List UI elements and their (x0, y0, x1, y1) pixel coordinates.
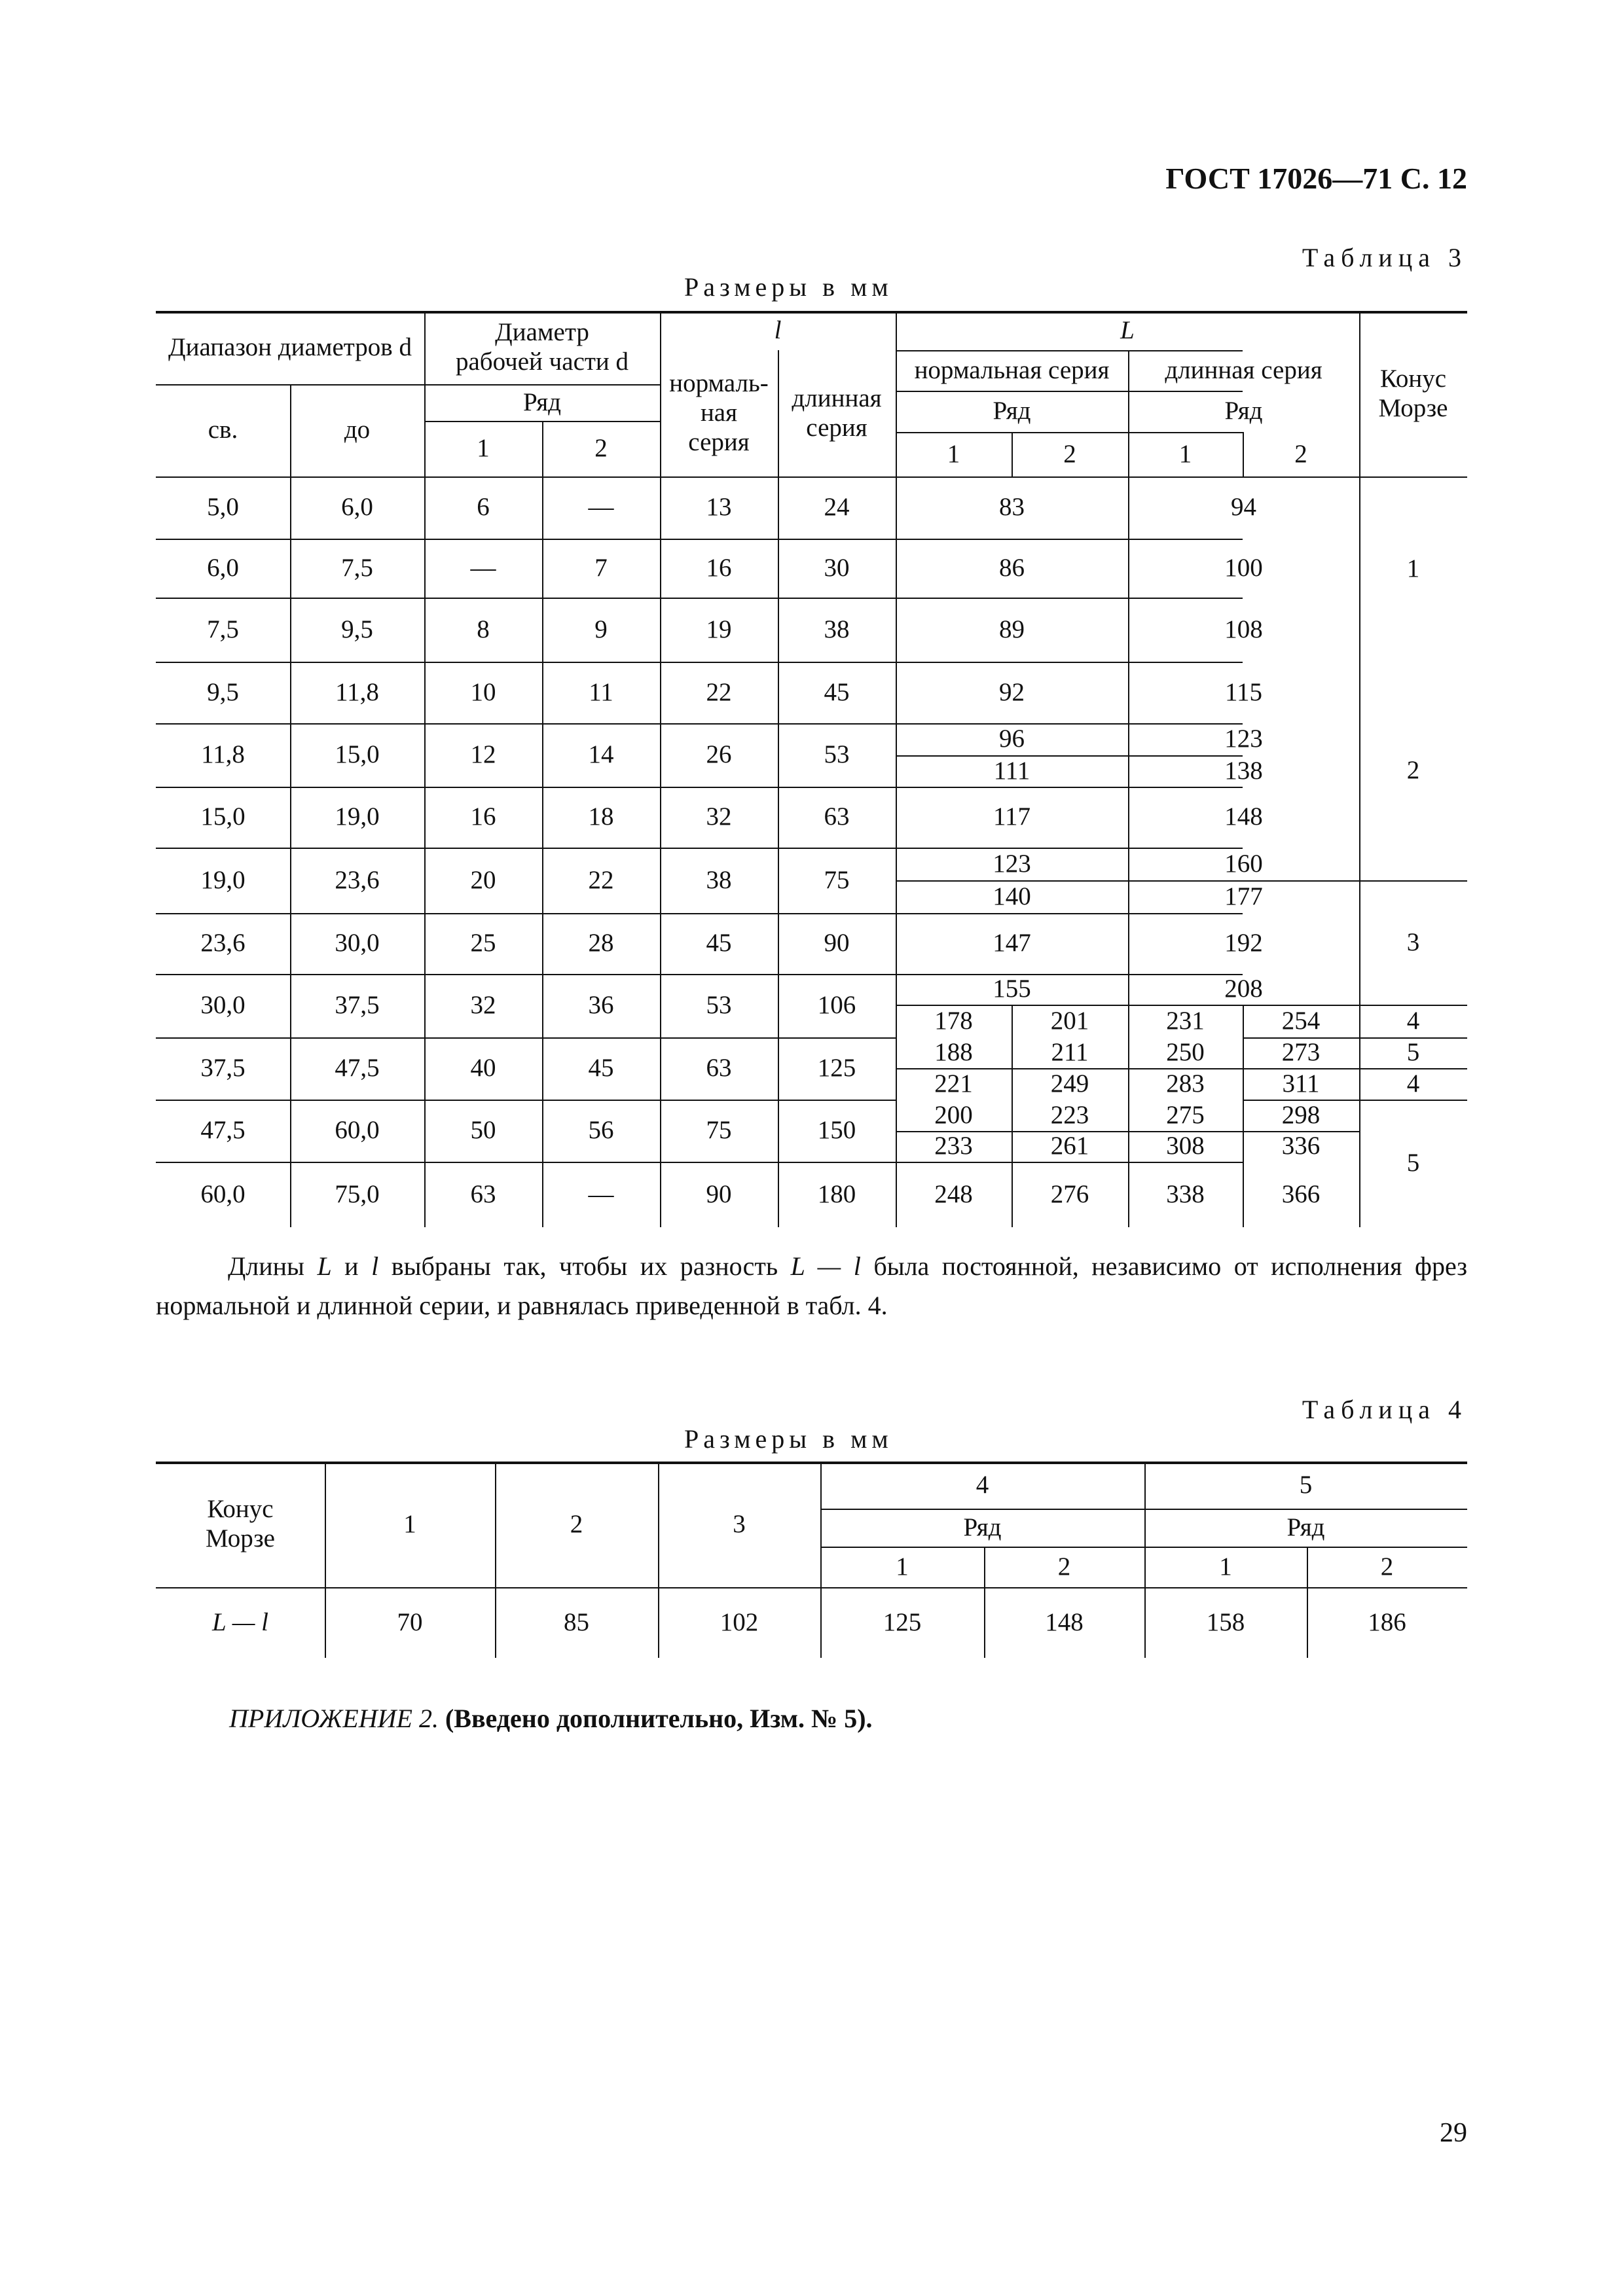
table3-cell-to: 9,5 (341, 615, 373, 643)
L-long-cell: 100 (1224, 553, 1263, 582)
table3-cell-to: 37,5 (335, 991, 380, 1020)
table3-cell-to: 19,0 (335, 802, 380, 831)
L-split-cell: 250 (1166, 1038, 1205, 1067)
table3-cell-ln: 75 (706, 1116, 732, 1145)
table3-cell-to: 7,5 (341, 553, 373, 582)
table3-cell-from: 19,0 (200, 865, 246, 894)
header-row: Ряд (523, 387, 561, 416)
t4-value: 102 (720, 1607, 759, 1636)
L-split-cell: 178 (934, 1006, 973, 1035)
L-normal-cell: 155 (993, 975, 1031, 1003)
t4-col-2: 2 (570, 1509, 583, 1538)
table3-cell-d2: 9 (594, 615, 608, 643)
table3-cell-from: 15,0 (200, 802, 246, 831)
table3-cell-ln: 19 (706, 615, 732, 643)
t4-value: 70 (397, 1607, 423, 1636)
L-split-cell: 248 (934, 1179, 973, 1208)
morse-cell: 2 (1406, 756, 1420, 785)
t4-row-label: Ряд (1286, 1513, 1325, 1541)
header-to: до (344, 416, 371, 444)
header-diameter: Диаметр рабочей части d (455, 318, 629, 376)
table3-cell-d2: 18 (588, 802, 614, 831)
table3-cell-ln: 13 (706, 493, 732, 522)
table3-cell-ln: 53 (706, 991, 732, 1020)
table3-cell-ln: 45 (706, 929, 732, 958)
header-L: L (1120, 315, 1135, 344)
table3-cell-d2: 56 (588, 1116, 614, 1145)
header-L-normal-row: Ряд (993, 397, 1031, 425)
L-split-cell: 231 (1166, 1006, 1205, 1035)
table3-cell-to: 11,8 (335, 677, 379, 706)
L-split-cell: 233 (934, 1132, 973, 1160)
page-number: 29 (1440, 2118, 1467, 2148)
table3-cell-d2: — (588, 493, 614, 522)
t4-col-1: 1 (403, 1509, 416, 1538)
L-long-cell: 160 (1224, 849, 1263, 878)
L-normal-cell: 83 (999, 493, 1025, 522)
L-split-cell: 221 (934, 1069, 973, 1098)
table3-cell-ln: 26 (706, 740, 732, 769)
t4-value: 125 (883, 1607, 922, 1636)
table3-cell-d1: 50 (470, 1116, 496, 1145)
table3-cell-d2: 36 (588, 991, 614, 1020)
L-normal-cell: 123 (993, 849, 1031, 878)
morse-cell: 1 (1406, 554, 1420, 583)
table3 (156, 311, 1467, 1227)
L-split-cell: 275 (1166, 1100, 1205, 1129)
table3-cell-ll: 90 (824, 929, 850, 958)
morse-cell: 4 (1406, 1006, 1420, 1035)
table3-cell-d1: 8 (477, 615, 490, 643)
table4-units: Размеры в мм (684, 1424, 893, 1454)
table3-cell-d1: 25 (470, 929, 496, 958)
t4-sub-col: 1 (896, 1552, 909, 1581)
table3-caption: Таблица 3 (1302, 243, 1467, 272)
table3-cell-d2: 22 (588, 865, 614, 894)
table3-cell-from: 7,5 (207, 615, 239, 643)
table3-cell-ll: 63 (824, 802, 850, 831)
t4-row-label: Ряд (963, 1513, 1002, 1541)
table3-cell-d1: 6 (477, 493, 490, 522)
table3-cell-d2: — (588, 1179, 614, 1208)
table3-cell-from: 30,0 (200, 991, 246, 1020)
table3-cell-from: 9,5 (207, 677, 239, 706)
table3-cell-ln: 32 (706, 802, 732, 831)
table3-cell-d2: 7 (594, 553, 608, 582)
L-normal-cell: 86 (999, 553, 1025, 582)
L-split-cell: 200 (934, 1100, 973, 1129)
header-L-long: длинная серия (1165, 355, 1322, 384)
L-split-cell: 254 (1281, 1006, 1321, 1035)
L-long-cell: 192 (1224, 929, 1263, 958)
L-normal-cell: 117 (993, 802, 1031, 831)
header-range: Диапазон диаметров d (168, 332, 412, 361)
t4-value: 186 (1368, 1607, 1406, 1636)
t4-col-3: 3 (733, 1509, 746, 1538)
header-morse: Конус Морзе (1378, 364, 1448, 422)
header-L-normal-2: 2 (1063, 439, 1076, 468)
table3-cell-d1: 16 (470, 802, 496, 831)
L-split-cell: 311 (1282, 1069, 1320, 1098)
L-normal-cell: 92 (999, 677, 1025, 706)
L-long-cell: 138 (1224, 756, 1263, 785)
L-split-cell: 276 (1050, 1179, 1089, 1208)
L-long-cell: 177 (1224, 882, 1263, 910)
L-split-cell: 336 (1281, 1132, 1321, 1160)
header-l: l (774, 315, 782, 344)
header-row-1: 1 (477, 434, 490, 463)
t4-col-5: 5 (1299, 1470, 1313, 1499)
t4-value: 158 (1206, 1607, 1245, 1636)
table3-cell-ln: 16 (706, 553, 732, 582)
header-l-long: длинная серия (792, 384, 882, 442)
table4-caption: Таблица 4 (1302, 1395, 1467, 1424)
L-long-cell: 94 (1231, 493, 1256, 522)
table3-cell-ll: 30 (824, 553, 850, 582)
table3-cell-ll: 150 (817, 1116, 856, 1145)
table4 (156, 1462, 1467, 1658)
table3-cell-ll: 53 (824, 740, 850, 769)
table3-cell-d1: — (470, 553, 496, 582)
table3-cell-d1: 10 (470, 677, 496, 706)
L-split-cell: 273 (1281, 1038, 1321, 1067)
L-normal-cell: 147 (993, 929, 1031, 958)
t4-col-4: 4 (976, 1470, 989, 1499)
header-l-normal: нормаль-ная серия (669, 369, 769, 456)
L-split-cell: 298 (1281, 1100, 1321, 1129)
document-header: ГОСТ 17026—71 С. 12 (1165, 162, 1467, 195)
table3-cell-to: 23,6 (335, 865, 380, 894)
table3-cell-d2: 45 (588, 1054, 614, 1083)
L-normal-cell: 140 (993, 882, 1031, 910)
table3-cell-d2: 28 (588, 929, 614, 958)
table3-cell-to: 60,0 (335, 1116, 380, 1145)
table3-cell-to: 15,0 (335, 740, 380, 769)
L-split-cell: 223 (1050, 1100, 1089, 1129)
L-split-cell: 188 (934, 1038, 973, 1067)
L-normal-cell: 111 (993, 756, 1030, 785)
table3-cell-to: 47,5 (335, 1054, 380, 1083)
L-split-cell: 211 (1051, 1038, 1089, 1067)
morse-cell: 5 (1406, 1149, 1420, 1177)
table3-cell-d1: 40 (470, 1054, 496, 1083)
L-long-cell: 148 (1224, 802, 1263, 831)
table3-cell-d2: 11 (589, 677, 613, 706)
table3-cell-d1: 20 (470, 865, 496, 894)
t4-row-name: L — l (212, 1607, 268, 1636)
morse-cell: 3 (1406, 927, 1420, 956)
table3-cell-ll: 125 (817, 1054, 856, 1083)
L-long-cell: 208 (1224, 975, 1263, 1003)
table3-cell-from: 5,0 (207, 493, 239, 522)
L-split-cell: 338 (1166, 1179, 1205, 1208)
table3-cell-ln: 63 (706, 1054, 732, 1083)
table3-cell-from: 11,8 (201, 740, 245, 769)
header-L-long-1: 1 (1178, 439, 1192, 468)
table3-cell-from: 47,5 (200, 1116, 246, 1145)
table3-cell-from: 6,0 (207, 553, 239, 582)
t4-value: 85 (564, 1607, 589, 1636)
header-L-long-2: 2 (1294, 439, 1307, 468)
t4-sub-col: 2 (1057, 1552, 1071, 1581)
L-split-cell: 261 (1050, 1132, 1089, 1160)
t4-value: 148 (1045, 1607, 1084, 1636)
L-split-cell: 249 (1050, 1069, 1089, 1098)
table3-cell-ll: 45 (824, 677, 850, 706)
table3-cell-ll: 106 (817, 991, 856, 1020)
L-split-cell: 201 (1050, 1006, 1089, 1035)
L-split-cell: 283 (1166, 1069, 1205, 1098)
L-normal-cell: 96 (999, 725, 1025, 753)
note-paragraph: Длины L и l выбраны так, чтобы их разность L — l была постоянной, независимо от исполнения фрез нормальной и длинной серии, и равнялась приведенной в табл. 4. (156, 1251, 1468, 1320)
table3-cell-from: 23,6 (200, 929, 246, 958)
t4-morse-label: Конус Морзе (206, 1495, 275, 1552)
morse-cell: 4 (1406, 1069, 1420, 1098)
L-long-cell: 108 (1224, 615, 1263, 643)
L-normal-cell: 89 (999, 615, 1025, 643)
table3-cell-ll: 24 (824, 493, 850, 522)
L-long-cell: 123 (1224, 725, 1263, 753)
table3-cell-ln: 90 (706, 1179, 732, 1208)
table3-cell-ln: 22 (706, 677, 732, 706)
table3-cell-to: 75,0 (335, 1179, 380, 1208)
header-L-normal-1: 1 (947, 439, 960, 468)
table3-cell-ll: 38 (824, 615, 850, 643)
header-from: св. (208, 416, 238, 444)
header-L-normal: нормальная серия (914, 355, 1110, 384)
table3-cell-d1: 12 (470, 740, 496, 769)
table3-cell-ln: 38 (706, 865, 732, 894)
header-row-2: 2 (594, 434, 608, 463)
table3-units: Размеры в мм (684, 272, 893, 302)
morse-cell: 5 (1406, 1038, 1420, 1067)
table3-cell-d2: 14 (588, 740, 614, 769)
t4-sub-col: 2 (1380, 1552, 1394, 1581)
table3-cell-to: 30,0 (335, 929, 380, 958)
table3-cell-from: 37,5 (200, 1054, 246, 1083)
t4-sub-col: 1 (1219, 1552, 1232, 1581)
L-long-cell: 115 (1224, 677, 1263, 706)
L-split-cell: 366 (1281, 1179, 1321, 1208)
table3-cell-from: 60,0 (200, 1179, 246, 1208)
L-split-cell: 308 (1166, 1132, 1205, 1160)
header-L-long-row: Ряд (1224, 397, 1263, 425)
table3-cell-d1: 32 (470, 991, 496, 1020)
table3-cell-to: 6,0 (341, 493, 373, 522)
appendix-note: ПРИЛОЖЕНИЕ 2. (Введено дополнительно, Изм. № 5). (229, 1704, 873, 1733)
table3-cell-d1: 63 (470, 1179, 496, 1208)
table3-cell-ll: 75 (824, 865, 850, 894)
table3-cell-ll: 180 (817, 1179, 856, 1208)
